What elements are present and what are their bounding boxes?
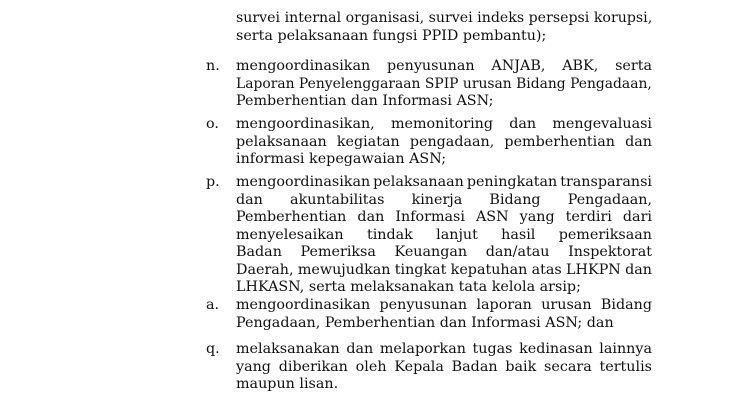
text-line-content: mengoordinasikan penyusunan laporan urusan Bidang bbox=[236, 297, 652, 313]
text-line bbox=[236, 134, 652, 152]
list-marker: n. bbox=[206, 58, 220, 74]
list-marker: q. bbox=[206, 341, 220, 357]
text-line bbox=[236, 174, 652, 192]
list-item-text bbox=[236, 297, 652, 332]
list-item-text bbox=[236, 341, 652, 394]
text-line: LHKASN, serta melaksanakan tata kelola arsip; bbox=[236, 279, 581, 295]
list-item-text bbox=[236, 10, 652, 45]
list-item-text bbox=[236, 174, 652, 297]
text-line bbox=[236, 116, 652, 134]
text-line bbox=[236, 192, 652, 210]
text-line-content: mengoordinasikan penyusunan ANJAB, ABK, serta bbox=[236, 58, 652, 74]
text-line bbox=[236, 209, 652, 227]
text-line-content: yang diberikan oleh Kepala Badan baik secara tertulis bbox=[236, 358, 652, 375]
text-line: survei internal organisasi, survei indeks persepsi korupsi, bbox=[236, 10, 653, 26]
text-line-content: Pemberhentian dan Informasi ASN yang terdiri dari bbox=[236, 209, 652, 225]
text-line bbox=[236, 359, 652, 377]
text-line bbox=[236, 244, 652, 262]
text-line bbox=[236, 262, 652, 280]
text-line: serta pelaksanaan fungsi PPID pembantu); bbox=[236, 27, 547, 44]
text-line-content: melaksanakan dan melaporkan tugas kedinasan lainnya bbox=[236, 341, 652, 357]
text-line bbox=[236, 297, 652, 315]
text-line-content: mengoordinasikan, memonitoring dan mengevaluasi bbox=[236, 116, 652, 132]
list-marker: a. bbox=[206, 297, 220, 313]
text-line: Pengadaan, Pemberhentian dan Informasi ASN; dan bbox=[236, 314, 614, 331]
text-line-content: menyelesaikan tindak lanjut hasil pemeriksaan bbox=[236, 226, 652, 243]
text-line-content: Daerah, mewujudkan tingkat kepatuhan atas LHKPN dan bbox=[236, 261, 652, 278]
text-line: Pemberhentian dan Informasi ASN; bbox=[236, 93, 494, 109]
list-item-text bbox=[236, 58, 652, 111]
list-item-text bbox=[236, 116, 652, 169]
text-line bbox=[236, 227, 652, 245]
text-line bbox=[236, 58, 652, 76]
text-line-content: Badan Pemeriksa Keuangan dan/atau Inspektorat bbox=[236, 244, 652, 260]
text-line: informasi kepegawaian ASN; bbox=[236, 151, 447, 167]
text-line bbox=[236, 341, 652, 359]
text-line: maupun lisan. bbox=[236, 376, 339, 392]
list-marker: o. bbox=[206, 116, 219, 132]
text-line: Laporan Penyelenggaraan SPIP urusan Bidang Pengadaan, bbox=[236, 75, 652, 92]
list-marker: p. bbox=[206, 174, 220, 190]
text-line-content: dan akuntabilitas kinerja Bidang Pengadaan, bbox=[236, 191, 652, 208]
text-line-content: pelaksanaan kegiatan pengadaan, pemberhentian dan bbox=[236, 133, 652, 150]
text-line-content: mengoordinasikan pelaksanaan peningkatan transparansi bbox=[236, 174, 652, 190]
